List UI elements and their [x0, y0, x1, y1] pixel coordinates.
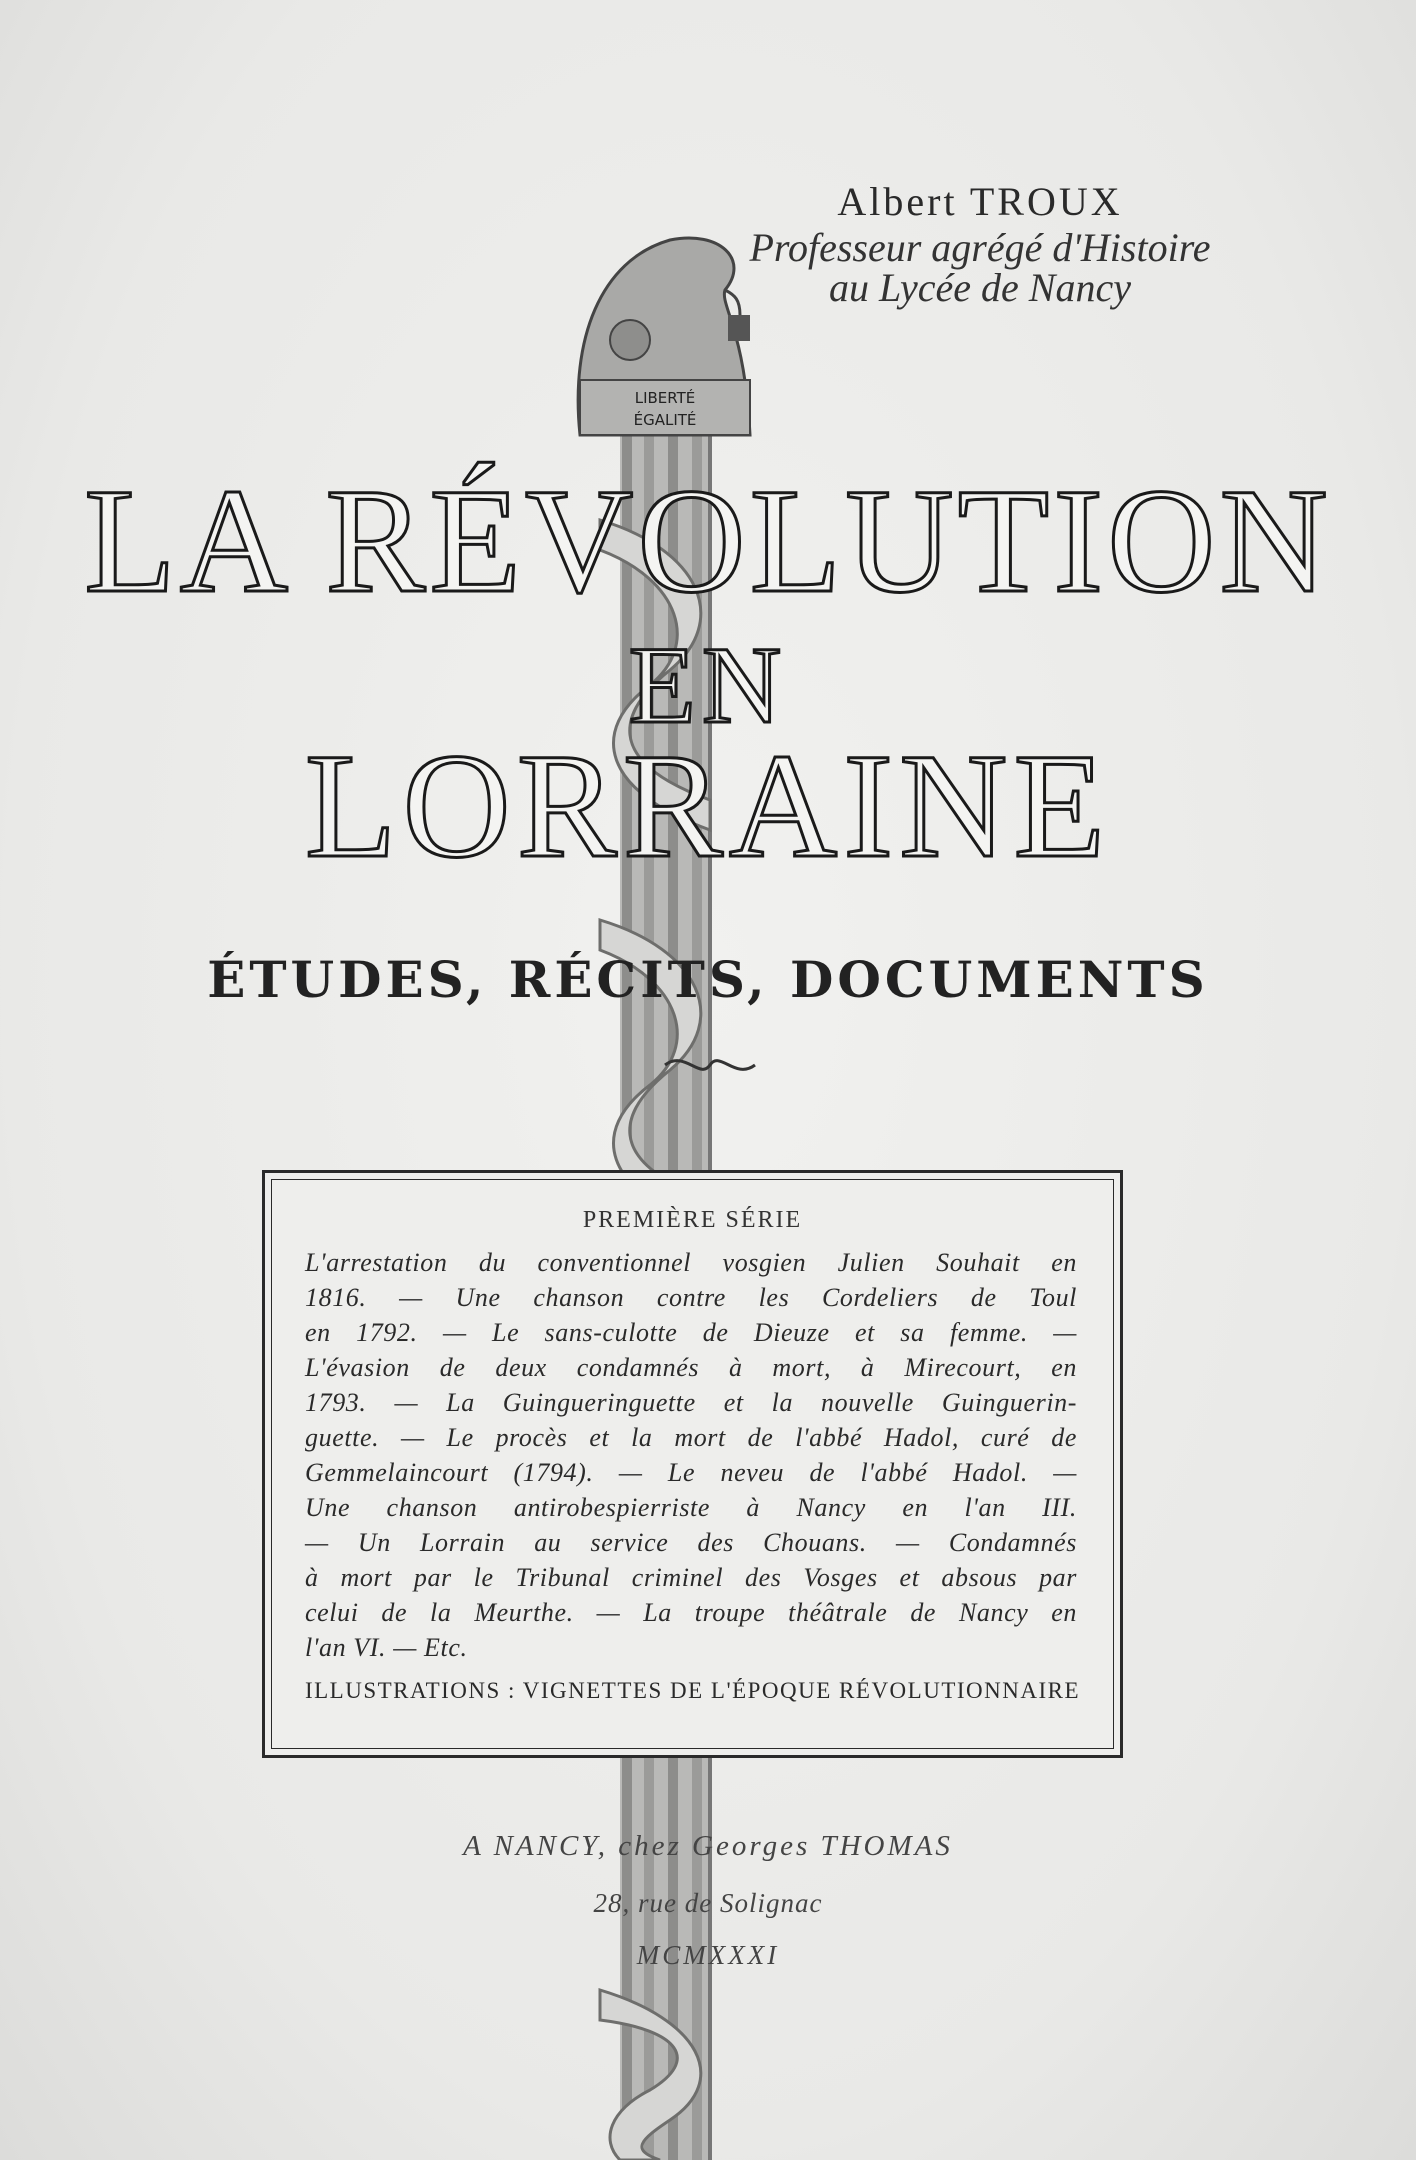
contents-text	[305, 1245, 1077, 1665]
contents-line: à mort par le Tribunal criminel des Vosges et absous par	[305, 1563, 1077, 1592]
phrygian-cap	[578, 238, 750, 435]
contents-box	[262, 1170, 1123, 1758]
publication-date: MCMXXXI	[636, 1940, 780, 1970]
publisher-line: A NANCY, chez Georges THOMAS	[463, 1830, 953, 1862]
author-name: Albert TROUX	[837, 179, 1123, 224]
publisher-address: 28, rue de Solignac	[593, 1888, 823, 1918]
contents-line: guette. — Le procès et la mort de l'abbé Hadol, curé de	[305, 1423, 1077, 1452]
illustrations-note: ILLUSTRATIONS : VIGNETTES DE L'ÉPOQUE RÉVOLUTIONNAIRE	[304, 1678, 1081, 1703]
book-title-line1: LA RÉVOLUTION	[84, 458, 1332, 624]
author-title-line1: Professeur agrégé d'Histoire	[749, 225, 1211, 270]
contents-line: Gemmelaincourt (1794). — Le neveu de l'abbé Hadol. —	[305, 1458, 1077, 1487]
contents-line: Une chanson antirobespierriste à Nancy en l'an III.	[305, 1493, 1077, 1522]
book-subtitle: ÉTUDES, RÉCITS, DOCUMENTS	[207, 950, 1209, 1009]
contents-line: L'arrestation du conventionnel vosgien Julien Souhait en	[305, 1248, 1077, 1277]
cap-text-egalite: ÉGALITÉ	[633, 411, 697, 429]
author-title-line2: au Lycée de Nancy	[828, 265, 1131, 310]
contents-line: l'an VI. — Etc.	[305, 1633, 468, 1662]
cap-text-liberte: LIBERTÉ	[634, 389, 696, 407]
contents-line: en 1792. — Le sans-culotte de Dieuze et sa femme. —	[305, 1318, 1077, 1347]
contents-line: 1793. — La Guingueringuette et la nouvelle Guinguerin-	[305, 1388, 1077, 1417]
contents-line: — Un Lorrain au service des Chouans. — Condamnés	[305, 1528, 1077, 1557]
series-heading: PREMIÈRE SÉRIE	[582, 1207, 803, 1233]
contents-line: celui de la Meurthe. — La troupe théâtrale de Nancy en	[305, 1598, 1077, 1627]
contents-line: 1816. — Une chanson contre les Cordeliers de Toul	[305, 1283, 1077, 1312]
ornament-flourish	[660, 1050, 760, 1080]
book-title-line3: LORRAINE	[304, 723, 1112, 889]
book-title-line2: EN	[628, 624, 788, 746]
contents-line: L'évasion de deux condamnés à mort, à Mirecourt, en	[305, 1353, 1077, 1382]
